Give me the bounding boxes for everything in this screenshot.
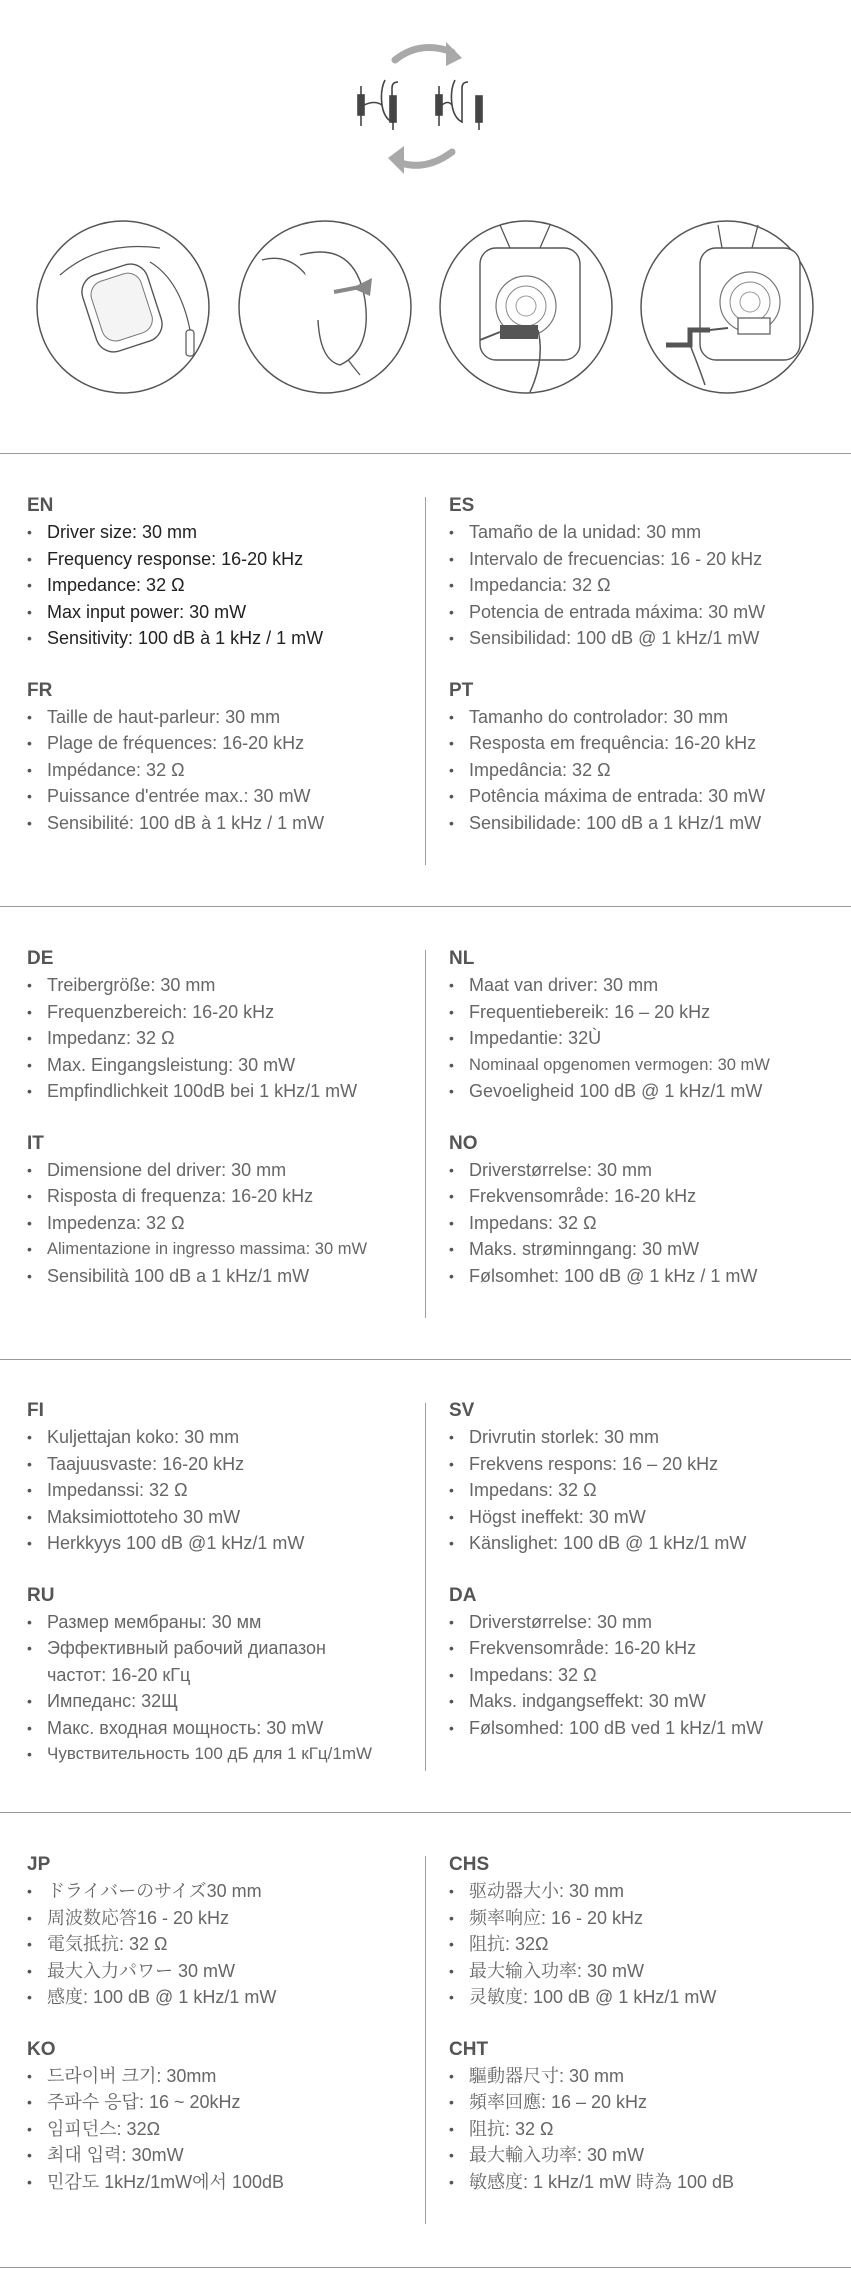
lang-code: RU (27, 1584, 55, 1606)
spec-item: • Følsomhet: 100 dB @ 1 kHz / 1 mW (449, 1263, 849, 1290)
lang-block-nl (449, 946, 849, 1105)
lang-code: FI (27, 1400, 44, 1421)
spec-list (27, 972, 427, 1105)
spec-item: • ドライバーのサイズ30 mm (27, 1878, 427, 1905)
spec-item: • 最大輸入功率: 30 mW (449, 2142, 849, 2169)
section-divider (0, 1812, 851, 1813)
lang-block-chs (449, 1852, 849, 2011)
spec-item: • Frequency response: 16-20 kHz (27, 546, 427, 573)
spec-item: • Taille de haut-parleur: 30 mm (27, 704, 427, 731)
spec-item: • Frequenzbereich: 16-20 kHz (27, 999, 427, 1026)
lang-block-de (27, 946, 427, 1105)
spec-list (449, 704, 849, 837)
spec-item: • 驅動器尺寸: 30 mm (449, 2063, 849, 2090)
lang-block-ru (27, 1583, 427, 1768)
lang-block-no (449, 1131, 849, 1290)
cable-swap-diagram (358, 80, 482, 130)
lang-block-en (27, 493, 427, 652)
spec-item: • 頻率回應: 16 – 20 kHz (449, 2089, 849, 2116)
spec-item: • 灵敏度: 100 dB @ 1 kHz/1 mW (449, 1984, 849, 2011)
spec-list (449, 519, 849, 652)
lang-block-it (27, 1131, 427, 1290)
lang-code: IT (27, 1132, 44, 1154)
lang-code: DE (27, 948, 54, 969)
spec-item: • Эффективный рабочий диапазон (27, 1635, 427, 1662)
spec-item: • 驱动器大小: 30 mm (449, 1878, 849, 1905)
lang-code: EN (27, 495, 54, 516)
lang-code: CHS (449, 1854, 490, 1875)
spec-item: • Impedância: 32 Ω (449, 757, 849, 784)
spec-item: • Чувствительность 100 дБ для 1 кГц/1mW (27, 1741, 427, 1768)
lang-code: FR (27, 679, 53, 701)
spec-item: • 주파수 응답: 16 ~ 20kHz (27, 2089, 427, 2116)
lang-code: PT (449, 679, 474, 701)
spec-item: • Maat van driver: 30 mm (449, 972, 849, 999)
spec-item: • Импеданс: 32Щ (27, 1688, 427, 1715)
section-divider (0, 2267, 851, 2268)
spec-item: • Max. Eingangsleistung: 30 mW (27, 1052, 427, 1079)
spec-list (27, 1609, 427, 1768)
spec-list (449, 2063, 849, 2196)
spec-list (449, 1424, 849, 1557)
spec-item: • Frekvens respons: 16 – 20 kHz (449, 1451, 849, 1478)
spec-item: • Frequentiebereik: 16 – 20 kHz (449, 999, 849, 1026)
spec-item: • Følsomhed: 100 dB ved 1 kHz/1 mW (449, 1715, 849, 1742)
section-divider (0, 906, 851, 907)
spec-item: • Gevoeligheid 100 dB @ 1 kHz/1 mW (449, 1078, 849, 1105)
spec-item: • Sensibilidade: 100 dB a 1 kHz/1 mW (449, 810, 849, 837)
lang-code: CHT (449, 2038, 489, 2060)
spec-item: • Kuljettajan koko: 30 mm (27, 1424, 427, 1451)
spec-item: • 敏感度: 1 kHz/1 mW 時為 100 dB (449, 2169, 849, 2196)
lang-block-pt (449, 678, 849, 837)
spec-item: • Maksimiottoteho 30 mW (27, 1504, 427, 1531)
lang-code: NL (449, 948, 475, 969)
lang-block-fi (27, 1398, 427, 1557)
lang-block-fr (27, 678, 427, 837)
lang-block-cht (449, 2037, 849, 2196)
lang-code: NO (449, 1132, 478, 1154)
spec-item: • Dimensione del driver: 30 mm (27, 1157, 427, 1184)
assembly-illustration (0, 0, 851, 430)
spec-item: • Impedancia: 32 Ω (449, 572, 849, 599)
lang-code: DA (449, 1584, 477, 1606)
spec-item: • Driverstørrelse: 30 mm (449, 1157, 849, 1184)
spec-item: • 最大入力パワー 30 mW (27, 1958, 427, 1985)
spec-list (449, 1609, 849, 1742)
spec-item: • Sensitivity: 100 dB à 1 kHz / 1 mW (27, 625, 427, 652)
step-2-circle (239, 221, 411, 393)
spec-item-continuation: частот: 16-20 кГц (47, 1664, 191, 1685)
step-4-circle (641, 221, 813, 393)
spec-item: • Impédance: 32 Ω (27, 757, 427, 784)
spec-item: • Nominaal opgenomen vermogen: 30 mW (449, 1052, 849, 1079)
spec-item: • Sensibilité: 100 dB à 1 kHz / 1 mW (27, 810, 427, 837)
spec-item: • 민감도 1kHz/1mW에서 100dB (27, 2169, 427, 2196)
spec-item: • Potência máxima de entrada: 30 mW (449, 783, 849, 810)
lang-code: SV (449, 1400, 475, 1421)
lang-block-da (449, 1583, 849, 1742)
spec-list (27, 2063, 427, 2196)
spec-item: • Tamaño de la unidad: 30 mm (449, 519, 849, 546)
spec-item: • 感度: 100 dB @ 1 kHz/1 mW (27, 1984, 427, 2011)
spec-item: • Impedenza: 32 Ω (27, 1210, 427, 1237)
spec-item: • 周波数応答16 - 20 kHz (27, 1905, 427, 1932)
step-3-circle (440, 221, 612, 393)
spec-item: • Risposta di frequenza: 16-20 kHz (27, 1183, 427, 1210)
spec-column-left (27, 1398, 427, 1788)
spec-column-right (449, 1852, 849, 2215)
spec-item: • Känslighet: 100 dB @ 1 kHz/1 mW (449, 1530, 849, 1557)
spec-list (27, 1157, 427, 1290)
spec-item: • Impedantie: 32Ù (449, 1025, 849, 1052)
spec-item: • Impedans: 32 Ω (449, 1477, 849, 1504)
spec-item: • Frekvensområde: 16-20 kHz (449, 1635, 849, 1662)
spec-item: • Drivrutin storlek: 30 mm (449, 1424, 849, 1451)
spec-item: • 阻抗: 32 Ω (449, 2116, 849, 2143)
spec-item: • Potencia de entrada máxima: 30 mW (449, 599, 849, 626)
spec-item: • Impedanz: 32 Ω (27, 1025, 427, 1052)
spec-item: • Sensibilidad: 100 dB @ 1 kHz/1 mW (449, 625, 849, 652)
spec-list (27, 704, 427, 837)
spec-item: • Herkkyys 100 dB @1 kHz/1 mW (27, 1530, 427, 1557)
section-divider (0, 453, 851, 454)
lang-code: ES (449, 495, 475, 516)
spec-item: • Högst ineffekt: 30 mW (449, 1504, 849, 1531)
spec-item: • 최대 입력: 30mW (27, 2142, 427, 2169)
spec-item: • Intervalo de frecuencias: 16 - 20 kHz (449, 546, 849, 573)
lang-code: KO (27, 2038, 56, 2060)
spec-column-left (27, 493, 427, 856)
spec-column-left (27, 946, 427, 1309)
spec-item: • Impedans: 32 Ω (449, 1210, 849, 1237)
step-1-circle (37, 221, 209, 393)
spec-list (449, 972, 849, 1105)
spec-item: • Max input power: 30 mW (27, 599, 427, 626)
section-divider (0, 1359, 851, 1360)
spec-item: • Alimentazione in ingresso massima: 30 mW (27, 1236, 427, 1263)
spec-item: • Impedanssi: 32 Ω (27, 1477, 427, 1504)
spec-column-left (27, 1852, 427, 2215)
spec-item: • Driver size: 30 mm (27, 519, 427, 546)
spec-item: • Maks. strøminngang: 30 mW (449, 1236, 849, 1263)
spec-item: • 阻抗: 32Ω (449, 1931, 849, 1958)
spec-item: • 드라이버 크기: 30mm (27, 2063, 427, 2090)
spec-column-right (449, 946, 849, 1309)
spec-item: • Frekvensområde: 16-20 kHz (449, 1183, 849, 1210)
spec-list (27, 1424, 427, 1557)
lang-block-jp (27, 1852, 427, 2011)
spec-item: • 電気抵抗: 32 Ω (27, 1931, 427, 1958)
spec-item: • Impedance: 32 Ω (27, 572, 427, 599)
spec-item: • Taajuusvaste: 16-20 kHz (27, 1451, 427, 1478)
spec-item: • Макс. входная мощность: 30 mW (27, 1715, 427, 1742)
spec-item: • 最大输入功率: 30 mW (449, 1958, 849, 1985)
spec-item: • Empfindlichkeit 100dB bei 1 kHz/1 mW (27, 1078, 427, 1105)
spec-item: • 频率响应: 16 - 20 kHz (449, 1905, 849, 1932)
spec-item: • Treibergröße: 30 mm (27, 972, 427, 999)
spec-list (449, 1878, 849, 2011)
spec-column-right (449, 1398, 849, 1761)
spec-item: • Sensibilità 100 dB a 1 kHz/1 mW (27, 1263, 427, 1290)
spec-item: • Maks. indgangseffekt: 30 mW (449, 1688, 849, 1715)
spec-item: • 임피던스: 32Ω (27, 2116, 427, 2143)
spec-item: • Tamanho do controlador: 30 mm (449, 704, 849, 731)
spec-item: • Driverstørrelse: 30 mm (449, 1609, 849, 1636)
spec-item: • Impedans: 32 Ω (449, 1662, 849, 1689)
spec-item: • Resposta em frequência: 16-20 kHz (449, 730, 849, 757)
spec-column-right (449, 493, 849, 856)
lang-code: JP (27, 1854, 51, 1875)
spec-item: • Plage de fréquences: 16-20 kHz (27, 730, 427, 757)
spec-list (449, 1157, 849, 1290)
lang-block-sv (449, 1398, 849, 1557)
lang-block-ko (27, 2037, 427, 2196)
spec-item: • Размер мембраны: 30 мм (27, 1609, 427, 1636)
spec-list (27, 1878, 427, 2011)
spec-item: • Puissance d'entrée max.: 30 mW (27, 783, 427, 810)
lang-block-es (449, 493, 849, 652)
spec-list (27, 519, 427, 652)
